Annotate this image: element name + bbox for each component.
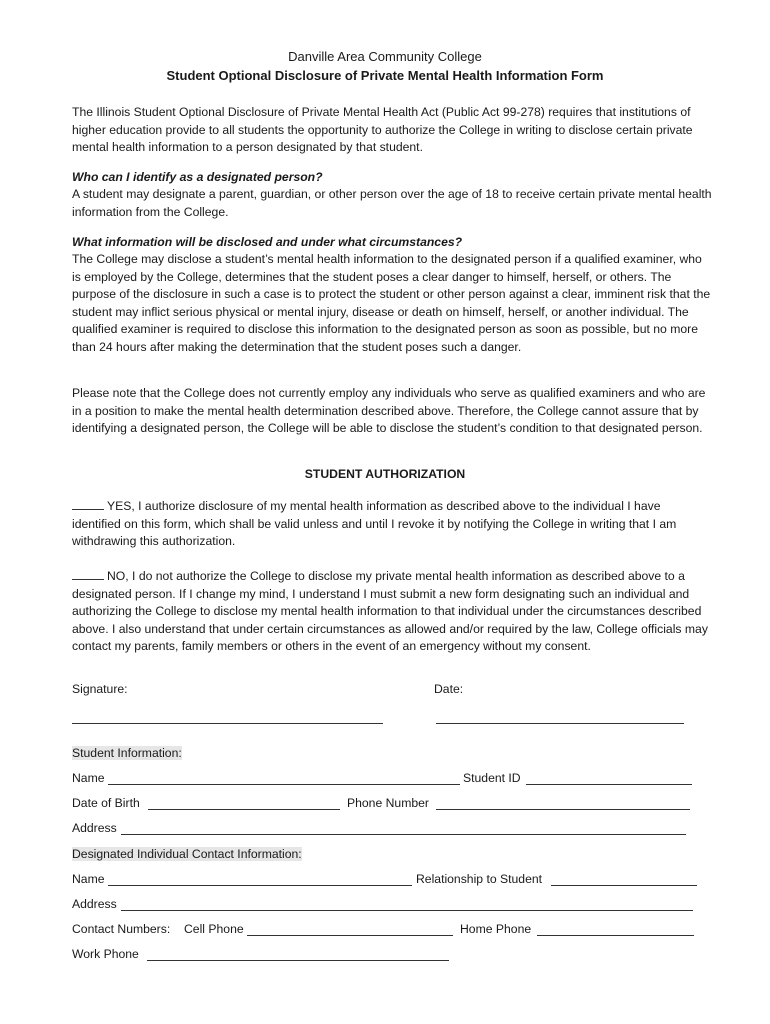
who-heading: Who can I identify as a designated person? — [72, 170, 323, 184]
no-text: NO, I do not authorize the College to disclose my private mental health information as described above to a designated person. If I change my mind, I understand I must submit a new form designating such an individual and authorizing the College to disclose my mental health information to that individual under the circumstances described above. I also understand that under certain circumstances as allowed and/or required by the law, College officials may contact my parents, family members or others in the event of an emergency without my consent. — [72, 569, 708, 653]
student-address-field[interactable] — [121, 834, 686, 835]
home-phone-label: Home Phone — [460, 922, 532, 936]
signature-line[interactable] — [72, 723, 383, 724]
yes-checkbox-line[interactable] — [72, 497, 104, 510]
student-id-field[interactable] — [526, 784, 692, 785]
phone-field[interactable] — [436, 809, 690, 810]
no-checkbox-line[interactable] — [72, 567, 104, 580]
date-label: Date: — [434, 682, 464, 696]
dob-label: Date of Birth — [72, 796, 140, 810]
relationship-field[interactable] — [551, 885, 697, 886]
form-title: Student Optional Disclosure of Private Mental Health Information Form — [166, 68, 604, 83]
signature-label: Signature: — [72, 682, 128, 696]
student-address-label: Address — [72, 821, 117, 835]
cell-phone-label: Cell Phone — [184, 922, 244, 936]
dob-field[interactable] — [148, 809, 340, 810]
student-name-field[interactable] — [108, 784, 460, 785]
no-option — [72, 567, 712, 656]
home-phone-field[interactable] — [537, 935, 694, 936]
work-phone-label: Work Phone — [72, 947, 139, 961]
phone-label: Phone Number — [347, 796, 429, 810]
authorization-heading: STUDENT AUTHORIZATION — [304, 467, 466, 481]
designated-name-field[interactable] — [108, 885, 412, 886]
student-id-label: Student ID — [463, 771, 521, 785]
date-line[interactable] — [436, 723, 684, 724]
designated-address-field[interactable] — [121, 910, 693, 911]
college-name: Danville Area Community College — [288, 49, 482, 64]
designated-heading: Designated Individual Contact Information: — [72, 847, 302, 861]
contact-numbers-label: Contact Numbers: — [72, 922, 171, 936]
who-text: A student may designate a parent, guardian, or other person over the age of 18 to receive certain private mental health information from the College. — [72, 187, 712, 219]
intro-paragraph: The Illinois Student Optional Disclosure of Private Mental Health Act (Public Act 99-278) requires that institutions of higher education provide to all students the opportunity to authorize the College in writing to disclose certain private mental health information to a person designated by that student. — [72, 105, 693, 154]
student-info-heading: Student Information: — [72, 746, 182, 760]
designated-name-label: Name — [72, 872, 105, 886]
yes-option — [72, 497, 712, 551]
student-name-label: Name — [72, 771, 105, 785]
designated-address-label: Address — [72, 897, 117, 911]
yes-text: YES, I authorize disclosure of my mental health information as described above to the individual I have identified on this form, which shall be valid unless and until I revoke it by notifying the College in writing that I am withdrawing this authorization. — [72, 499, 677, 548]
work-phone-field[interactable] — [147, 960, 449, 961]
what-text: The College may disclose a student’s mental health information to the designated person if a qualified examiner, who is employed by the College, determines that the student poses a clear danger to himself, herself, or others. The purpose of the disclosure in such a case is to protect the student or other person against a clear, imminent risk that the student may inflict serious physical or mental injury, disease or death on himself, herself, or another individual. The qualified examiner is required to disclose this information to the designated person as soon as possible, but no more than 24 hours after making the determination that the student poses such a danger. — [72, 252, 711, 354]
what-heading: What information will be disclosed and under what circumstances? — [72, 235, 463, 249]
cell-phone-field[interactable] — [247, 935, 453, 936]
note-paragraph: Please note that the College does not currently employ any individuals who serve as qualified examiners and who are in a position to make the mental health determination described above. Therefore, the College cannot assure that by identifying a designated person, the College will be able to disclose the student’s condition to that designated person. — [72, 386, 706, 435]
relationship-label: Relationship to Student — [416, 872, 543, 886]
